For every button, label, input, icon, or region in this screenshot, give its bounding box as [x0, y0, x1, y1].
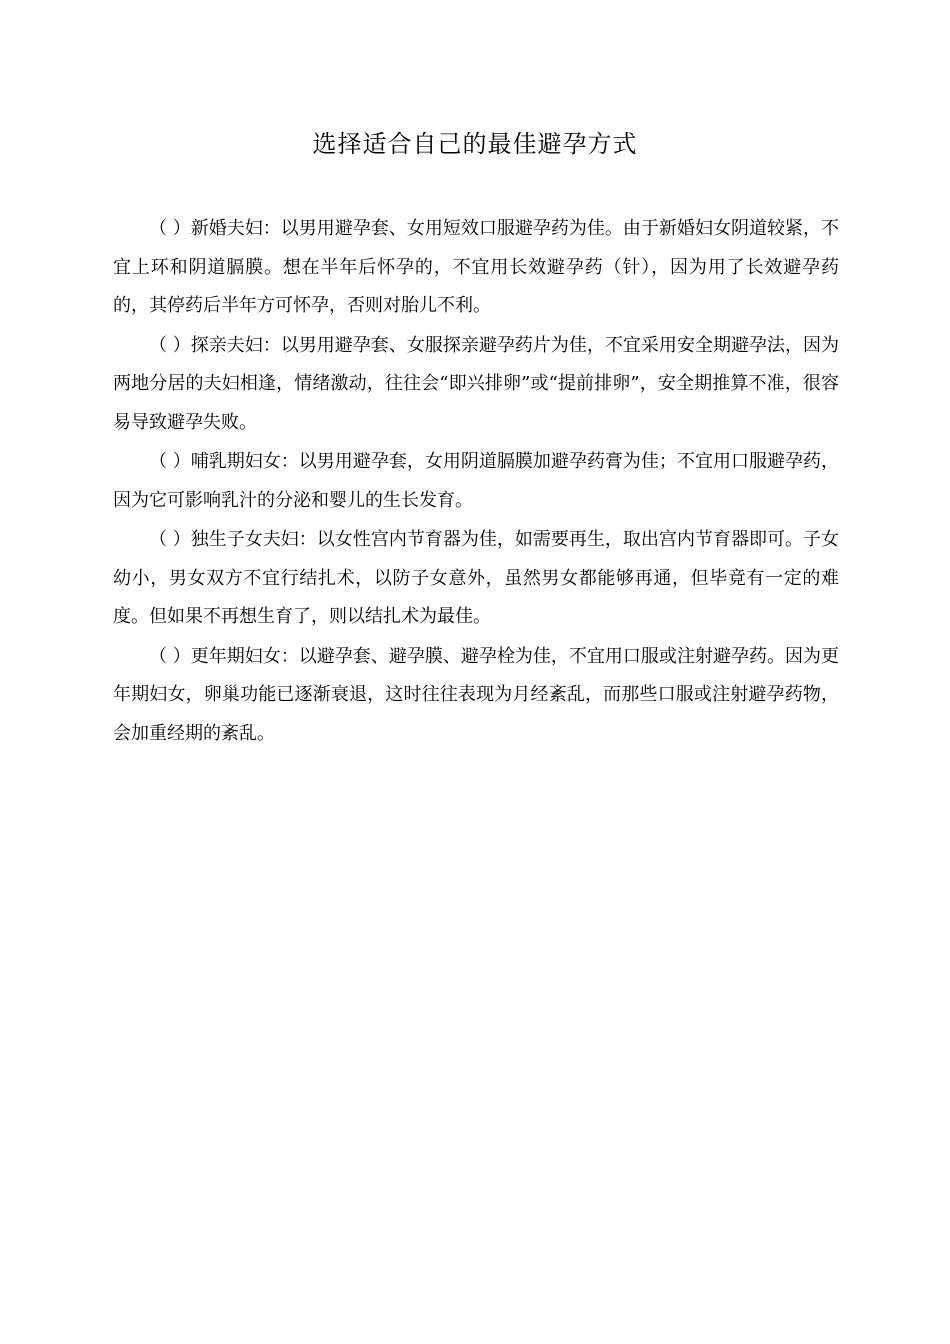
paragraph-visiting-couples: （ ）探亲夫妇：以男用避孕套、女服探亲避孕药片为佳，不宜采用安全期避孕法，因为两地分居的夫妇相逢，情绪激动，往往会“即兴排卵”或“提前排卵”，安全期推算不准，很容易导致避孕失败。	[113, 334, 839, 433]
document-title: 选择适合自己的最佳避孕方式	[312, 130, 638, 158]
document-body	[113, 210, 839, 754]
paragraph-breastfeeding: （ ）哺乳期妇女：以男用避孕套，女用阴道膈膜加避孕药膏为佳；不宜用口服避孕药，因为它可影响乳汁的分泌和婴儿的生长发育。	[113, 451, 839, 511]
paragraph-menopausal: （ ）更年期妇女：以避孕套、避孕膜、避孕栓为佳，不宜用口服或注射避孕药。因为更年期妇女，卵巢功能已逐渐衰退，这时往往表现为月经紊乱，而那些口服或注射避孕药物，会加重经期的紊乱。	[113, 645, 839, 744]
paragraph-single-child-couples: （ ）独生子女夫妇：以女性宫内节育器为佳，如需要再生，取出宫内节育器即可。子女幼小，男女双方不宜行结扎术，以防子女意外，虽然男女都能够再通，但毕竟有一定的难度。但如果不再想生育了，则以结扎术为最佳。	[113, 529, 839, 627]
paragraph-newlyweds: （ ）新婚夫妇：以男用避孕套、女用短效口服避孕药为佳。由于新婚妇女阴道较紧，不宜上环和阴道膈膜。想在半年后怀孕的，不宜用长效避孕药（针），因为用了长效避孕药的，其停药后半年方可怀孕，否则对胎儿不利。	[113, 218, 839, 316]
